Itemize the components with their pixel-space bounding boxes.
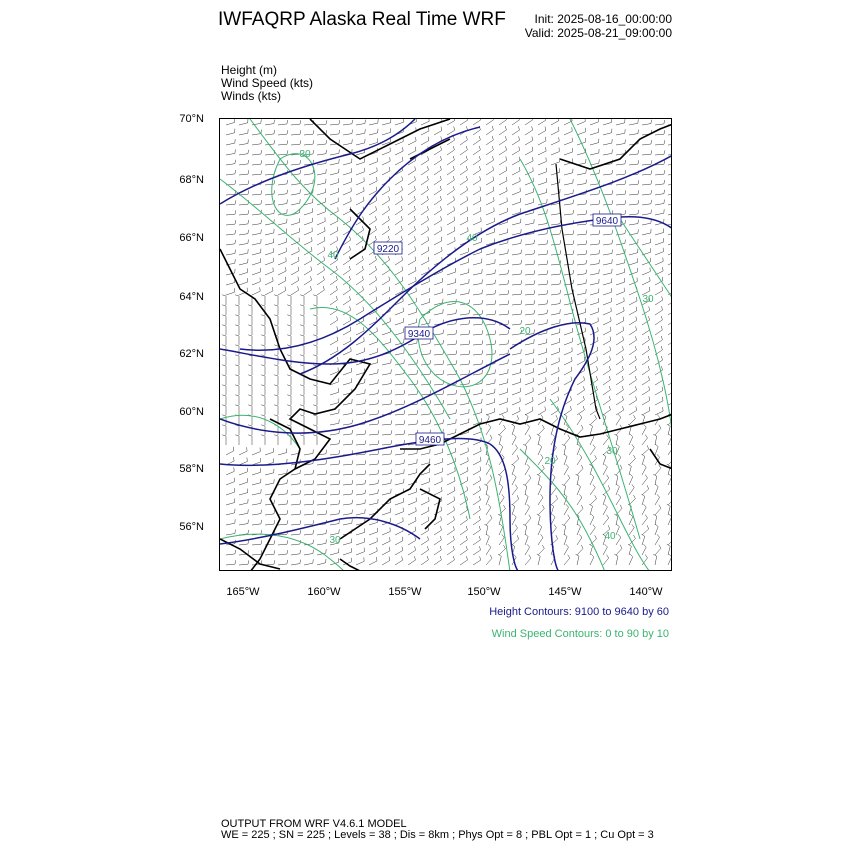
svg-text:9340: 9340 — [407, 329, 431, 340]
height-contour-label — [416, 433, 444, 446]
svg-text:9460: 9460 — [418, 435, 442, 446]
model-info: OUTPUT FROM WRF V4.6.1 MODEL — [221, 818, 407, 830]
height-contour-label — [593, 214, 621, 227]
height-contour-label — [405, 327, 433, 340]
lat-label-56: 56°N — [179, 521, 204, 533]
wind-speed-contour-label: 40 — [604, 531, 616, 542]
lon-label-150: 150°W — [467, 586, 501, 598]
variable-height: Height (m) — [221, 63, 278, 77]
lon-label-140: 140°W — [629, 586, 663, 598]
lat-label-66: 66°N — [179, 232, 204, 244]
lat-label-64: 64°N — [179, 291, 204, 303]
svg-text:9220: 9220 — [376, 244, 400, 255]
border-lines — [556, 164, 600, 419]
lat-label-58: 58°N — [179, 463, 204, 475]
init-time: Init: 2025-08-16_00:00:00 — [534, 12, 672, 26]
lon-label-145: 145°W — [548, 586, 582, 598]
height-contour-label — [374, 242, 402, 255]
wind-speed-contour-label: 30 — [606, 446, 618, 457]
svg-text:9640: 9640 — [595, 216, 619, 227]
lon-label-165: 165°W — [226, 586, 260, 598]
wind-speed-contour-caption: Wind Speed Contours: 0 to 90 by 10 — [491, 628, 669, 640]
wind-speed-contour-label: 20 — [544, 456, 556, 467]
wind-speed-contour-label: 30 — [329, 535, 341, 546]
lat-label-62: 62°N — [179, 348, 204, 360]
lon-label-160: 160°W — [307, 586, 341, 598]
height-contour-caption: Height Contours: 9100 to 9640 by 60 — [489, 606, 669, 618]
lat-label-68: 68°N — [179, 174, 204, 186]
model-settings: WE = 225 ; SN = 225 ; Levels = 38 ; Dis = 8km ; Phys Opt = 8 ; PBL Opt = 1 ; Cu Opt = 3 — [221, 829, 654, 841]
lat-label-70: 70°N — [179, 113, 204, 125]
wind-speed-contour-label: 30 — [299, 149, 311, 160]
valid-time: Valid: 2025-08-21_09:00:00 — [524, 26, 672, 40]
map-panel — [219, 118, 672, 571]
variable-wind-speed: Wind Speed (kts) — [221, 76, 314, 90]
wind-speed-contour-label: 40 — [327, 250, 339, 261]
lat-label-60: 60°N — [179, 406, 204, 418]
wind-speed-contour-label: 30 — [642, 294, 654, 305]
wind-speed-contour-label: 40 — [466, 233, 478, 244]
map-plot — [220, 119, 672, 571]
lon-label-155: 155°W — [388, 586, 422, 598]
wind-speed-contour-label: 20 — [519, 326, 531, 337]
variable-winds: Winds (kts) — [221, 89, 281, 103]
map-title: IWFAQRP Alaska Real Time WRF — [218, 9, 506, 30]
